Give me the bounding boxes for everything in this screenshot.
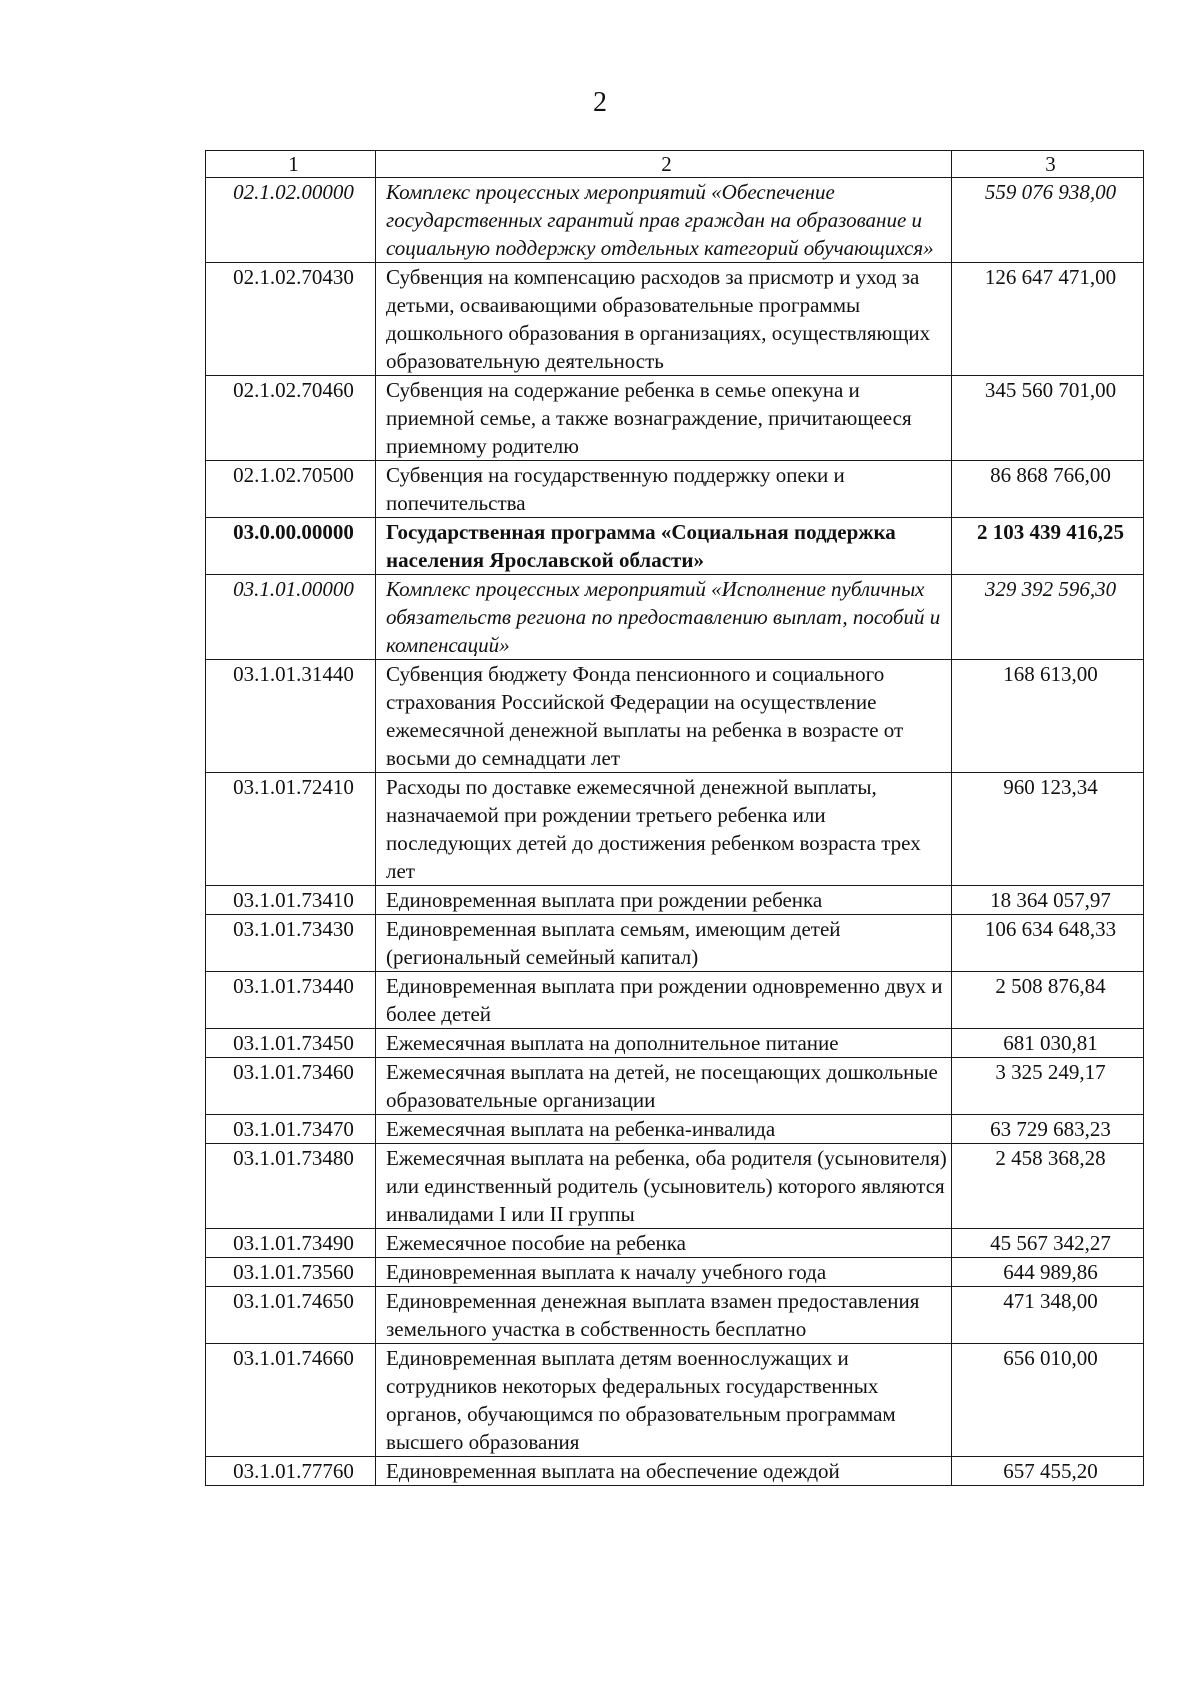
amount-cell: 960 123,34 — [952, 773, 1144, 886]
expense-name-cell: Единовременная выплата на обеспечение одеждой — [376, 1457, 952, 1486]
expense-name-cell: Расходы по доставке ежемесячной денежной выплаты, назначаемой при рождении третьего ребенка или последующих детей до достижения ребенком возраста трех лет — [376, 773, 952, 886]
classification-code-cell: 03.1.01.73560 — [206, 1258, 376, 1287]
table-row — [206, 1229, 1144, 1258]
classification-code-cell: 03.1.01.73430 — [206, 915, 376, 972]
column-header-1: 1 — [206, 151, 376, 178]
classification-code-cell: 03.1.01.77760 — [206, 1457, 376, 1486]
expense-name-cell: Государственная программа «Социальная поддержка населения Ярославской области» — [376, 518, 952, 575]
table-header-row — [206, 151, 1144, 178]
table-row — [206, 376, 1144, 461]
table-row — [206, 1457, 1144, 1486]
amount-cell: 644 989,86 — [952, 1258, 1144, 1287]
classification-code-cell: 02.1.02.00000 — [206, 178, 376, 263]
classification-code-cell: 03.1.01.73460 — [206, 1058, 376, 1115]
classification-code-cell: 02.1.02.70460 — [206, 376, 376, 461]
amount-cell: 657 455,20 — [952, 1457, 1144, 1486]
amount-cell: 168 613,00 — [952, 660, 1144, 773]
amount-cell: 126 647 471,00 — [952, 263, 1144, 376]
amount-cell: 2 458 368,28 — [952, 1144, 1144, 1229]
expense-name-cell: Субвенция на государственную поддержку опеки и попечительства — [376, 461, 952, 518]
table-row — [206, 915, 1144, 972]
table-row — [206, 518, 1144, 575]
amount-cell: 86 868 766,00 — [952, 461, 1144, 518]
budget-table-body — [206, 151, 1144, 1486]
table-row — [206, 1144, 1144, 1229]
classification-code-cell: 02.1.02.70430 — [206, 263, 376, 376]
budget-table — [205, 150, 1144, 1486]
table-row — [206, 575, 1144, 660]
table-row — [206, 1058, 1144, 1115]
classification-code-cell: 03.1.01.73410 — [206, 886, 376, 915]
amount-cell: 2 508 876,84 — [952, 972, 1144, 1029]
expense-name-cell: Субвенция на содержание ребенка в семье опекуна и приемной семье, а также вознаграждение, причитающееся приемному родителю — [376, 376, 952, 461]
classification-code-cell: 03.1.01.73440 — [206, 972, 376, 1029]
expense-name-cell: Ежемесячное пособие на ребенка — [376, 1229, 952, 1258]
amount-cell: 3 325 249,17 — [952, 1058, 1144, 1115]
expense-name-cell: Единовременная денежная выплата взамен предоставления земельного участка в собственность бесплатно — [376, 1287, 952, 1344]
table-row — [206, 1287, 1144, 1344]
table-row — [206, 1344, 1144, 1457]
amount-cell: 656 010,00 — [952, 1344, 1144, 1457]
amount-cell: 2 103 439 416,25 — [952, 518, 1144, 575]
table-row — [206, 1115, 1144, 1144]
expense-name-cell: Ежемесячная выплата на ребенка-инвалида — [376, 1115, 952, 1144]
expense-name-cell: Единовременная выплата при рождении ребенка — [376, 886, 952, 915]
table-row — [206, 461, 1144, 518]
classification-code-cell: 03.0.00.00000 — [206, 518, 376, 575]
amount-cell: 345 560 701,00 — [952, 376, 1144, 461]
amount-cell: 45 567 342,27 — [952, 1229, 1144, 1258]
classification-code-cell: 03.1.01.00000 — [206, 575, 376, 660]
expense-name-cell: Единовременная выплата семьям, имеющим детей (региональный семейный капитал) — [376, 915, 952, 972]
expense-name-cell: Ежемесячная выплата на ребенка, оба родителя (усыновителя) или единственный родитель (усыновитель) которого являются инвалидами I или II группы — [376, 1144, 952, 1229]
table-row — [206, 178, 1144, 263]
expense-name-cell: Ежемесячная выплата на дополнительное питание — [376, 1029, 952, 1058]
classification-code-cell: 03.1.01.31440 — [206, 660, 376, 773]
expense-name-cell: Ежемесячная выплата на детей, не посещающих дошкольные образовательные организации — [376, 1058, 952, 1115]
classification-code-cell: 03.1.01.72410 — [206, 773, 376, 886]
amount-cell: 329 392 596,30 — [952, 575, 1144, 660]
classification-code-cell: 03.1.01.73490 — [206, 1229, 376, 1258]
amount-cell: 559 076 938,00 — [952, 178, 1144, 263]
classification-code-cell: 03.1.01.73480 — [206, 1144, 376, 1229]
expense-name-cell: Субвенция бюджету Фонда пенсионного и социального страхования Российской Федерации на осуществление ежемесячной денежной выплаты на ребенка в возрасте от восьми до семнадцати лет — [376, 660, 952, 773]
amount-cell: 471 348,00 — [952, 1287, 1144, 1344]
classification-code-cell: 03.1.01.74660 — [206, 1344, 376, 1457]
page-number: 2 — [593, 87, 607, 118]
table-row — [206, 886, 1144, 915]
table-row — [206, 773, 1144, 886]
column-header-3: 3 — [952, 151, 1144, 178]
expense-name-cell: Комплекс процессных мероприятий «Исполнение публичных обязательств региона по предоставлению выплат, пособий и компенсаций» — [376, 575, 952, 660]
amount-cell: 18 364 057,97 — [952, 886, 1144, 915]
amount-cell: 106 634 648,33 — [952, 915, 1144, 972]
classification-code-cell: 03.1.01.73450 — [206, 1029, 376, 1058]
table-row — [206, 972, 1144, 1029]
table-row — [206, 1258, 1144, 1287]
expense-name-cell: Единовременная выплата при рождении одновременно двух и более детей — [376, 972, 952, 1029]
expense-name-cell: Единовременная выплата детям военнослужащих и сотрудников некоторых федеральных государственных органов, обучающимся по образовательным программам высшего образования — [376, 1344, 952, 1457]
classification-code-cell: 02.1.02.70500 — [206, 461, 376, 518]
expense-name-cell: Единовременная выплата к началу учебного года — [376, 1258, 952, 1287]
table-row — [206, 263, 1144, 376]
classification-code-cell: 03.1.01.73470 — [206, 1115, 376, 1144]
amount-cell: 681 030,81 — [952, 1029, 1144, 1058]
expense-name-cell: Комплекс процессных мероприятий «Обеспечение государственных гарантий прав граждан на образование и социальную поддержку отдельных категорий обучающихся» — [376, 178, 952, 263]
classification-code-cell: 03.1.01.74650 — [206, 1287, 376, 1344]
table-row — [206, 1029, 1144, 1058]
column-header-2: 2 — [376, 151, 952, 178]
expense-name-cell: Субвенция на компенсацию расходов за присмотр и уход за детьми, осваивающими образовательные программы дошкольного образования в организациях, осуществляющих образовательную деятельность — [376, 263, 952, 376]
table-row — [206, 660, 1144, 773]
amount-cell: 63 729 683,23 — [952, 1115, 1144, 1144]
